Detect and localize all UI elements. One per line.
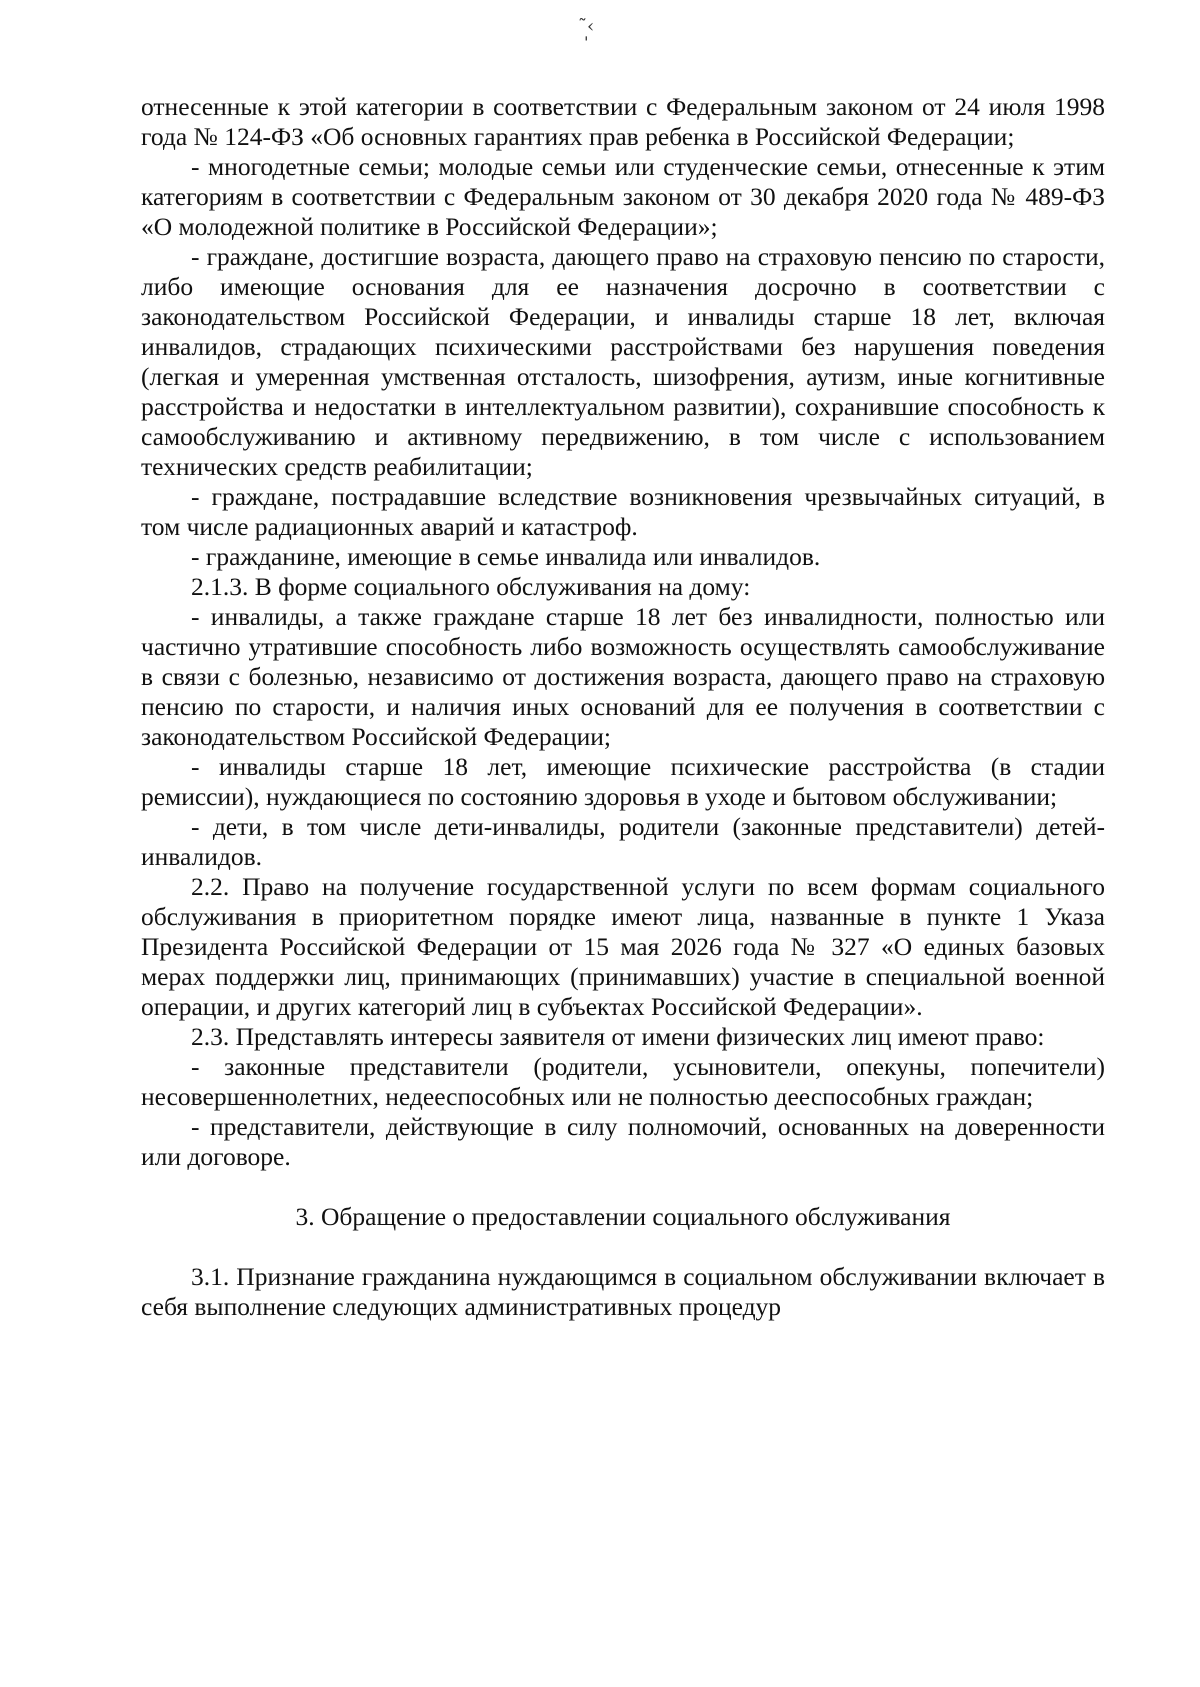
document-body <box>141 92 1105 1322</box>
paragraph: - граждане, пострадавшие вследствие возникновения чрезвычайных ситуаций, в том числе радиационных аварий и катастроф. <box>141 482 1105 541</box>
paragraph: - дети, в том числе дети-инвалиды, родители (законные представители) детей-инвалидов. <box>141 812 1105 871</box>
scan-artifact: ˜‹ ˈ <box>578 16 595 55</box>
paragraph: 3.1. Признание гражданина нуждающимся в социальном обслуживании включает в себя выполнение следующих административных процедур <box>141 1262 1105 1321</box>
paragraph: 2.1.3. В форме социального обслуживания на дому: <box>191 572 751 601</box>
paragraph: 2.2. Право на получение государственной услуги по всем формам социального обслуживания в приоритетном порядке имеют лица, названные в пункте 1 Указа Президента Российской Федерации от 15 мая 2026 года № 327 «О единых базовых мерах поддержки лиц, принимающих (принимавших) участие в специальной военной операции, и других категорий лиц в субъектах Российской Федерации». <box>141 872 1105 1021</box>
paragraph: - законные представители (родители, усыновители, опекуны, попечители) несовершеннолетних, недееспособных или не полностью дееспособных граждан; <box>141 1052 1105 1111</box>
paragraph: отнесенные к этой категории в соответствии с Федеральным законом от 24 июля 1998 года № 124-ФЗ «Об основных гарантиях прав ребенка в Российской Федерации; <box>141 92 1105 151</box>
paragraph: - граждане, достигшие возраста, дающего право на страховую пенсию по старости, либо имеющие основания для ее назначения досрочно в соответствии с законодательством Российской Федерации, и инвалиды старше 18 лет, включая инвалидов, страдающих психическими расстройствами без нарушения поведения (легкая и умеренная умственная отсталость, шизофрения, аутизм, иные когнитивные расстройства и недостатки в интеллектуальном развитии), сохранившие способность к самообслуживанию и активному передвижению, в том числе с использованием технических средств реабилитации; <box>141 242 1105 481</box>
paragraph: - представители, действующие в силу полномочий, основанных на доверенности или договоре. <box>141 1112 1105 1171</box>
paragraph: - инвалиды, а также граждане старше 18 лет без инвалидности, полностью или частично утратившие способность либо возможность осуществлять самообслуживание в связи с болезнью, независимо от достижения возраста, дающего право на страховую пенсию по старости, и наличия иных оснований для ее получения в соответствии с законодательством Российской Федерации; <box>141 602 1105 751</box>
paragraph: - инвалиды старше 18 лет, имеющие психические расстройства (в стадии ремиссии), нуждающиеся по состоянию здоровья в уходе и бытовом обслуживании; <box>141 752 1105 811</box>
paragraph: - многодетные семьи; молодые семьи или студенческие семьи, отнесенные к этим категориям в соответствии с Федеральным законом от 30 декабря 2020 года № 489-ФЗ «О молодежной политике в Российской Федерации»; <box>141 152 1105 241</box>
paragraph: 2.3. Представлять интересы заявителя от имени физических лиц имеют право: <box>191 1022 1045 1051</box>
section-heading: 3. Обращение о предоставлении социального обслуживания <box>295 1202 951 1231</box>
paragraph: - гражданине, имеющие в семье инвалида или инвалидов. <box>191 542 821 571</box>
